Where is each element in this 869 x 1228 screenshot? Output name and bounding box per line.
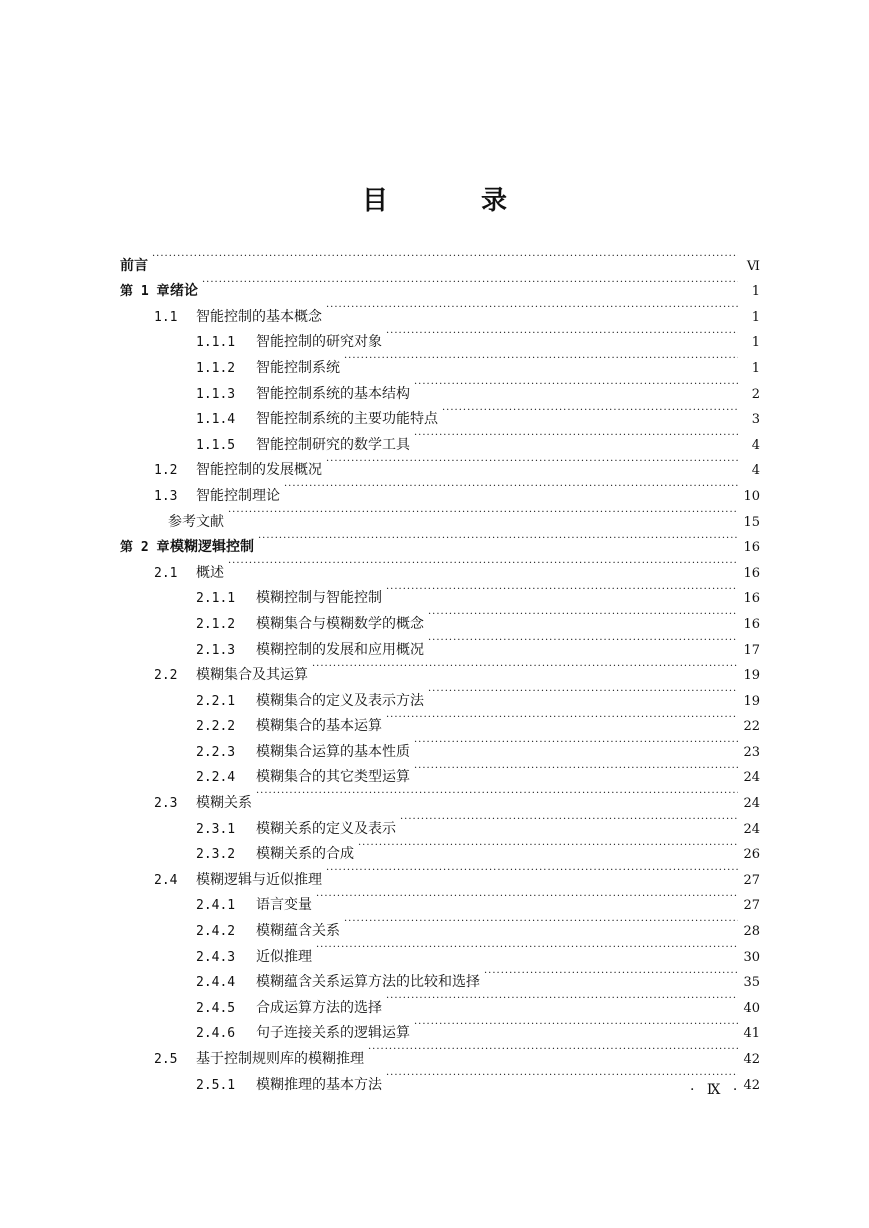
toc-entry-number: 1.2 bbox=[154, 463, 178, 479]
toc-entry-number: 2.4 bbox=[154, 872, 178, 888]
toc-entry-page: 41 bbox=[743, 1026, 760, 1042]
toc-entry-number: 1.3 bbox=[154, 488, 178, 504]
toc-entry-page: 23 bbox=[743, 744, 760, 760]
toc-entry-page: 16 bbox=[743, 616, 760, 632]
toc-entry-number: 1.1.2 bbox=[196, 360, 236, 376]
toc-entry-number: 1.1.1 bbox=[196, 335, 236, 351]
toc-entry-page: 27 bbox=[743, 898, 760, 914]
toc-entry-title: 模糊推理的基本方法 bbox=[256, 1076, 382, 1093]
toc-entry-number: 2.3.2 bbox=[196, 847, 236, 863]
toc-entry-number: 1.1.4 bbox=[196, 412, 236, 428]
toc-entry-title: 绪论 bbox=[170, 283, 198, 300]
toc-entry-title: 智能控制的发展概况 bbox=[196, 462, 322, 479]
toc-entry-title: 模糊集合与模糊数学的概念 bbox=[256, 615, 424, 632]
toc-entry-number: 2.2.3 bbox=[196, 744, 236, 760]
dot-leader bbox=[368, 1037, 738, 1063]
dot-leader bbox=[414, 1012, 738, 1038]
toc-entry-title: 模糊蕴含关系 bbox=[256, 923, 340, 940]
toc-entry-title: 参考文献 bbox=[168, 513, 224, 530]
toc-entry-page: 16 bbox=[743, 591, 760, 607]
toc-entry-title: 句子连接关系的逻辑运算 bbox=[256, 1025, 410, 1042]
dot-leader bbox=[284, 474, 738, 500]
dot-leader bbox=[312, 654, 738, 680]
dot-leader bbox=[386, 321, 738, 347]
dot-leader bbox=[414, 756, 738, 782]
toc-entry-number: 2.2 bbox=[154, 668, 178, 684]
toc-entry-title: 模糊逻辑与近似推理 bbox=[196, 871, 322, 888]
dot-leader bbox=[414, 423, 738, 449]
toc-entry-number: 2.4.5 bbox=[196, 1000, 236, 1016]
toc-entry-number: 2.2.2 bbox=[196, 719, 236, 735]
toc-entry-number: 2.5 bbox=[154, 1052, 178, 1067]
toc-entry-page: 4 bbox=[751, 437, 760, 453]
toc-entry-number: 2.2.1 bbox=[196, 693, 236, 709]
toc-entry-page: 10 bbox=[743, 488, 760, 504]
toc-entry bbox=[120, 295, 760, 325]
dot-leader bbox=[386, 705, 738, 731]
toc-entry-page: 16 bbox=[743, 565, 760, 581]
page-title: 目 录 bbox=[361, 186, 550, 216]
toc-entry bbox=[120, 270, 760, 300]
toc-entry-title: 模糊控制与智能控制 bbox=[256, 590, 382, 607]
toc-entry-number: 1.1.5 bbox=[196, 437, 236, 453]
toc-entry-title: 智能控制系统 bbox=[256, 359, 340, 376]
toc-entry-number: 2.5.1 bbox=[196, 1077, 236, 1093]
dot-leader bbox=[258, 526, 738, 552]
toc-entry-number: 2.4.3 bbox=[196, 949, 236, 965]
toc-entry-page: 2 bbox=[751, 386, 760, 402]
toc-entry-page: 24 bbox=[743, 796, 760, 812]
toc-entry-page: 24 bbox=[743, 770, 760, 786]
page-number: · Ⅸ · bbox=[690, 1082, 742, 1098]
toc-entry-title: 智能控制理论 bbox=[196, 487, 280, 504]
dot-leader bbox=[428, 679, 738, 705]
toc-entry-title: 模糊集合的其它类型运算 bbox=[256, 769, 410, 786]
toc-entry-title: 模糊蕴含关系运算方法的比较和选择 bbox=[256, 974, 480, 991]
toc-entry-title: 概述 bbox=[196, 564, 224, 581]
toc-entry-number: 2.1 bbox=[154, 565, 178, 581]
toc-entry-number: 2.2.4 bbox=[196, 770, 236, 786]
toc-entry-page: 16 bbox=[743, 540, 760, 556]
toc-entry-title: 模糊逻辑控制 bbox=[170, 539, 254, 556]
toc-entry-title: 智能控制系统的基本结构 bbox=[256, 385, 410, 402]
dot-leader bbox=[326, 449, 738, 475]
toc-entry-number: 2.1.1 bbox=[196, 591, 236, 607]
dot-leader bbox=[414, 730, 738, 756]
toc-entry-page: 35 bbox=[743, 975, 760, 991]
dot-leader bbox=[400, 807, 738, 833]
toc-entry-page: 22 bbox=[743, 719, 760, 735]
toc-entry-number: 2.3.1 bbox=[196, 821, 236, 837]
toc-entry-title: 模糊集合运算的基本性质 bbox=[256, 743, 410, 760]
dot-leader bbox=[386, 577, 738, 603]
dot-leader bbox=[386, 986, 738, 1012]
toc-entry-number: 1.1.3 bbox=[196, 386, 236, 402]
toc-entry-title: 模糊集合的基本运算 bbox=[256, 718, 382, 735]
toc-entry-title: 基于控制规则库的模糊推理 bbox=[196, 1051, 364, 1067]
toc-entry-title: 模糊关系的合成 bbox=[256, 846, 354, 863]
toc-entry-title: 语言变量 bbox=[256, 897, 312, 914]
dot-leader bbox=[428, 628, 738, 654]
toc-entry-page: 1 bbox=[751, 335, 760, 351]
dot-leader bbox=[344, 346, 738, 372]
toc-entry-title: 智能控制系统的主要功能特点 bbox=[256, 411, 438, 428]
dot-leader bbox=[442, 398, 738, 424]
toc-entry-title: 智能控制的基本概念 bbox=[196, 308, 322, 325]
toc-entry-number: 2.1.3 bbox=[196, 642, 236, 658]
toc-entry-page: 30 bbox=[743, 949, 760, 965]
toc-entry-number: 2.3 bbox=[154, 796, 178, 812]
toc-entry-page: 3 bbox=[751, 412, 760, 428]
toc-entry-title: 模糊控制的发展和应用概况 bbox=[256, 641, 424, 658]
dot-leader bbox=[316, 884, 738, 910]
toc-entry-number: 第 1 章 bbox=[120, 284, 170, 300]
dot-leader bbox=[316, 935, 738, 961]
toc-entry bbox=[120, 244, 760, 274]
toc-entry-title: 前言 bbox=[120, 257, 148, 274]
toc-entry-page: 24 bbox=[743, 821, 760, 837]
toc-entry-number: 1.1 bbox=[154, 309, 178, 325]
toc-entry-number: 第 2 章 bbox=[120, 540, 170, 556]
toc-entry-page: 15 bbox=[743, 514, 760, 530]
toc-entry-page: 1 bbox=[751, 284, 760, 300]
toc-entry-page: 42 bbox=[743, 1077, 760, 1093]
dot-leader bbox=[256, 781, 738, 807]
dot-leader bbox=[484, 961, 738, 987]
toc-entry-page: 19 bbox=[743, 693, 760, 709]
toc-entry-page: 27 bbox=[743, 872, 760, 888]
toc-entry-number: 2.4.2 bbox=[196, 924, 236, 940]
dot-leader bbox=[414, 372, 738, 398]
toc-entry-title: 模糊集合及其运算 bbox=[196, 667, 308, 684]
dot-leader bbox=[152, 244, 738, 270]
toc-entry-page: 4 bbox=[751, 463, 760, 479]
dot-leader bbox=[358, 833, 738, 859]
dot-leader bbox=[326, 858, 738, 884]
dot-leader bbox=[344, 909, 738, 935]
toc-entry-number: 2.4.6 bbox=[196, 1026, 236, 1042]
dot-leader bbox=[428, 602, 738, 628]
toc-entry-page: 1 bbox=[751, 309, 760, 325]
dot-leader bbox=[326, 295, 738, 321]
toc-entry-title: 模糊关系的定义及表示 bbox=[256, 820, 396, 837]
toc-entry-page: 19 bbox=[743, 668, 760, 684]
toc-entry-page: 26 bbox=[743, 847, 760, 863]
toc-entry-number: 2.1.2 bbox=[196, 616, 236, 632]
dot-leader bbox=[202, 270, 738, 296]
dot-leader bbox=[386, 1063, 738, 1089]
toc-entry-title: 模糊关系 bbox=[196, 795, 252, 812]
dot-leader bbox=[228, 551, 738, 577]
dot-leader bbox=[228, 500, 738, 526]
toc-entry-title: 模糊集合的定义及表示方法 bbox=[256, 692, 424, 709]
toc-entry-title: 近似推理 bbox=[256, 948, 312, 965]
toc-entry-number: 2.4.4 bbox=[196, 975, 236, 991]
toc-entry-title: 智能控制的研究对象 bbox=[256, 334, 382, 351]
toc-entry-page: 40 bbox=[743, 1000, 760, 1016]
toc-entry-page: 17 bbox=[743, 642, 760, 658]
toc-entry-title: 合成运算方法的选择 bbox=[256, 999, 382, 1016]
toc-entry-page: 42 bbox=[743, 1052, 760, 1067]
toc-entry-number: 2.4.1 bbox=[196, 898, 236, 914]
toc-entry-page: 1 bbox=[751, 360, 760, 376]
toc-entry-page: Ⅵ bbox=[746, 258, 760, 274]
toc-entry-title: 智能控制研究的数学工具 bbox=[256, 436, 410, 453]
toc-entry-page: 28 bbox=[743, 924, 760, 940]
